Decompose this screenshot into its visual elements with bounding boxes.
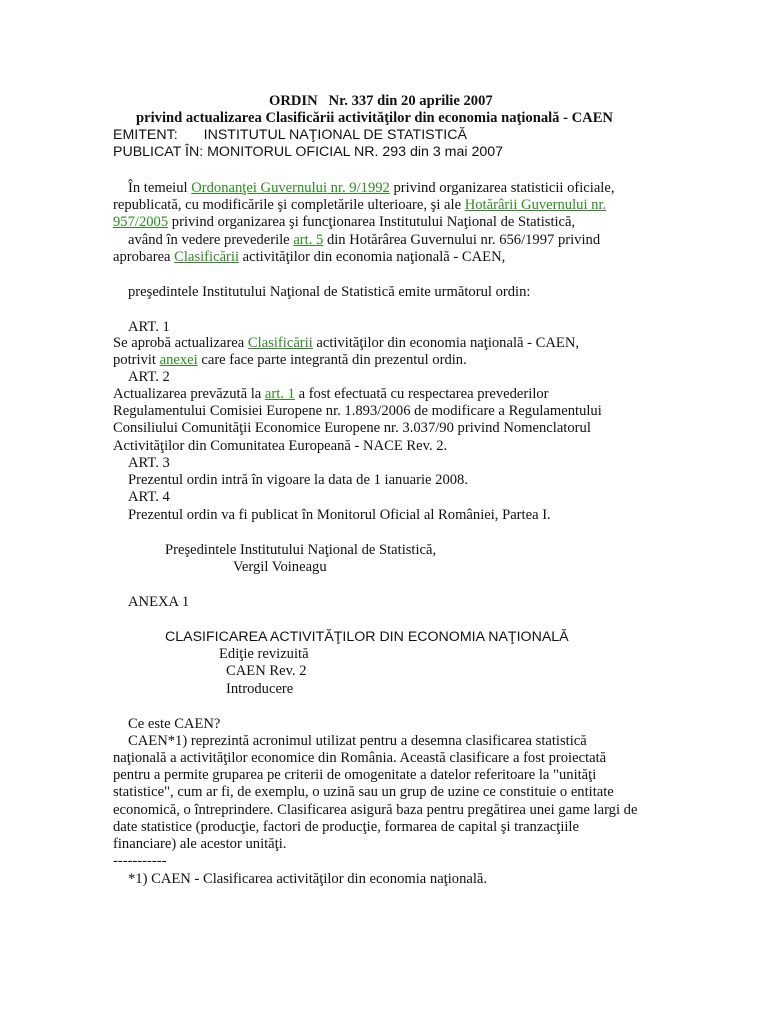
link-ordonanta-9-1992[interactable]: Ordonanţei Guvernului nr. 9/1992 bbox=[191, 180, 390, 196]
annex-caen: CAEN Rev. 2 bbox=[226, 663, 307, 679]
art1-line-2: potrivit anexei care face parte integrantă din prezentul ordin. bbox=[113, 352, 467, 368]
art2-line-4: Activităţilor din Comunitatea Europeană - NACE Rev. 2. bbox=[113, 438, 448, 454]
link-art-5[interactable]: art. 5 bbox=[293, 232, 324, 248]
preamble-line-5: aprobarea Clasificării activităţilor din economia naţională - CAEN, bbox=[113, 249, 506, 265]
footnote-separator: ----------- bbox=[113, 853, 167, 869]
publicat-line bbox=[113, 143, 503, 161]
art2-line-2: Regulamentului Comisiei Europene nr. 1.893/2006 de modificare a Regulamentului bbox=[113, 403, 602, 419]
signature-name: Vergil Voineagu bbox=[233, 559, 327, 575]
annex-body-line: financiare) ale acestor unităţi. bbox=[113, 836, 287, 852]
preamble-line-2: republicată, cu modificările şi completările ulterioare, şi ale Hotărârii Guvernului nr. bbox=[113, 197, 607, 213]
annex-body-line: economică, o întreprindere. Clasificarea asigură baza pentru pregătirea unei game largi de bbox=[113, 802, 638, 818]
preamble-line-1: În temeiul Ordonanţei Guvernului nr. 9/1992 privind organizarea statisticii oficiale, bbox=[128, 180, 615, 196]
art3-line-1: Prezentul ordin intră în vigoare la data de 1 ianuarie 2008. bbox=[128, 472, 468, 488]
annex-body-line: naţională a activităţilor economice din România. Această clasificare a fost proiectată bbox=[113, 750, 607, 766]
annex-body-line: date statistice (producţie, factori de producţie, formarea de capital şi tranzacţiile bbox=[113, 819, 579, 835]
link-art-1[interactable]: art. 1 bbox=[264, 386, 295, 402]
ordin-heading bbox=[269, 92, 493, 110]
link-anexei[interactable]: anexei bbox=[159, 352, 198, 368]
annex-body-line: CAEN*1) reprezintă acronimul utilizat pentru a desemna clasificarea statistică bbox=[128, 733, 587, 749]
ordin-subject: privind actualizarea Clasificării activităţilor din economia naţională - CAEN bbox=[136, 110, 613, 126]
annex-intro: Introducere bbox=[226, 681, 294, 697]
preamble-line-3: 957/2005 privind organizarea şi funcţionarea Institutului Naţional de Statistică, bbox=[113, 214, 576, 230]
signature-title: Preşedintele Institutului Naţional de Statistică, bbox=[165, 542, 437, 558]
publicat-value: MONITORUL OFICIAL NR. 293 din 3 mai 2007 bbox=[207, 144, 504, 160]
art3-label: ART. 3 bbox=[128, 455, 170, 471]
art2-label: ART. 2 bbox=[128, 369, 170, 385]
annex-body-line: pentru a permite gruparea pe criterii de omogenitate a datelor referitoare la "unităţi bbox=[113, 767, 597, 783]
art2-line-1: Actualizarea prevăzută la art. 1 a fost efectuată cu respectarea prevederilor bbox=[113, 386, 549, 402]
annex-question: Ce este CAEN? bbox=[128, 716, 221, 732]
annex-label: ANEXA 1 bbox=[128, 594, 190, 610]
ordin-label: ORDIN bbox=[269, 93, 318, 109]
art1-line-1: Se aprobă actualizarea Clasificării activităţilor din economia naţională - CAEN, bbox=[113, 335, 580, 351]
emitent-label: EMITENT: bbox=[113, 127, 178, 143]
annex-body-line: statistice", cum ar fi, de exemplu, o uzină sau un grup de uzine ce constituie o entitate bbox=[113, 784, 614, 800]
art4-line-1: Prezentul ordin va fi publicat în Monitorul Oficial al României, Partea I. bbox=[128, 507, 551, 523]
link-clasificarii-2[interactable]: Clasificării bbox=[247, 335, 313, 351]
preamble-line-4: având în vedere prevederile art. 5 din Hotărârea Guvernului nr. 656/1997 privind bbox=[128, 232, 601, 248]
annex-title: CLASIFICAREA ACTIVITĂŢILOR DIN ECONOMIA NAŢIONALĂ bbox=[165, 629, 569, 645]
art1-label: ART. 1 bbox=[128, 319, 170, 335]
footnote: *1) CAEN - Clasificarea activităţilor din economia naţională. bbox=[128, 871, 488, 887]
annex-edition: Ediţie revizuită bbox=[219, 646, 309, 662]
art2-line-3: Consiliului Comunităţii Economice Europene nr. 3.037/90 privind Nomenclatorul bbox=[113, 420, 591, 436]
link-hotarare-957-2005-part2[interactable]: 957/2005 bbox=[113, 214, 169, 230]
link-clasificarii-1[interactable]: Clasificării bbox=[174, 249, 240, 265]
publicat-label: PUBLICAT ÎN: bbox=[113, 144, 204, 160]
link-hotarare-957-2005-part1[interactable]: Hotărârii Guvernului nr. bbox=[464, 197, 607, 213]
emitent-line bbox=[113, 126, 467, 144]
art4-label: ART. 4 bbox=[128, 489, 170, 505]
preamble-line-6: preşedintele Institutului Naţional de Statistică emite următorul ordin: bbox=[128, 284, 531, 300]
emitent-value: INSTITUTUL NAŢIONAL DE STATISTICĂ bbox=[203, 127, 467, 143]
ordin-number: Nr. 337 din 20 aprilie 2007 bbox=[328, 93, 493, 109]
